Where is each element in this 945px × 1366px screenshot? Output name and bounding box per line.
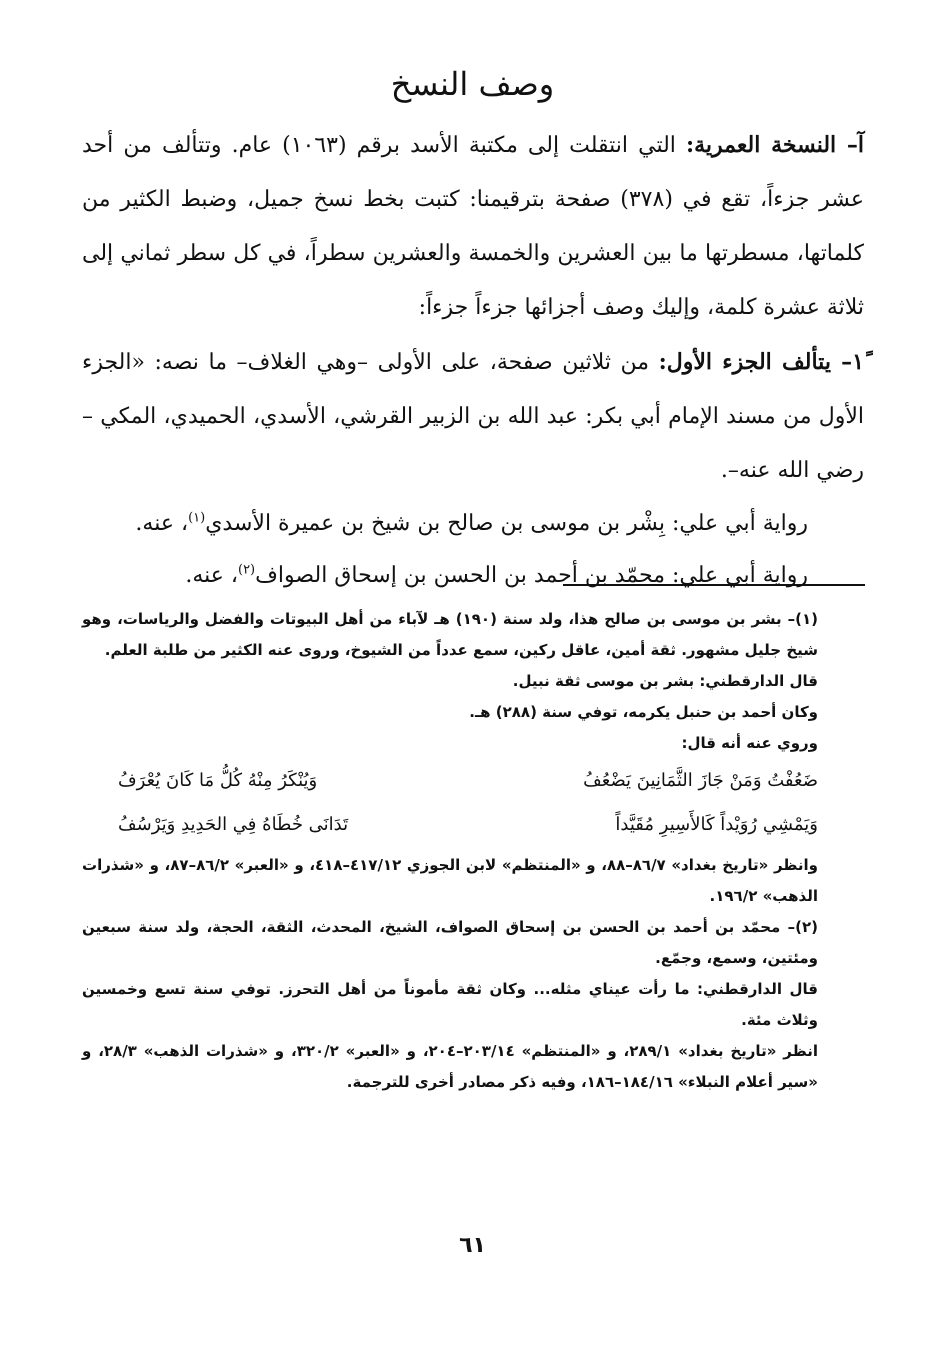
paragraph-manuscript-omariya — [82, 118, 864, 335]
narration-line-1 — [82, 498, 864, 550]
narration-line-2 — [82, 550, 864, 602]
footnote-ref-1[interactable]: (١) — [188, 510, 206, 526]
poem-verse-1 — [118, 759, 818, 803]
footnote-1-quote-3: وروي عنه أنه قال: — [681, 734, 818, 752]
footnote-1-quote-2: وكان أحمد بن حنبل يكرمه، توفي سنة (٢٨٨) هـ. — [469, 703, 818, 721]
footnotes — [82, 604, 864, 1098]
footnote-ref-2[interactable]: (٢) — [237, 562, 256, 578]
footnote-1-references: وانظر «تاريخ بغداد» ٨٦/٧–٨٨، و «المنتظم» لابن الجوزي ٤١٧/١٢–٤١٨، و «العبر» ٨٦/٢–٨٧، و «شذرات الذهب» ١٩٦/٢. — [82, 856, 818, 905]
manuscript-description: التي انتقلت إلى مكتبة الأسد برقم (١٠٦٣) عام. وتتألف من أحد عشر جزءاً، تقع في (٣٧٨) صفحة بترقيمنا: كتبت بخط نسخ جميل، وضبط الكثير من كلماتها، مسطرتها ما بين العشرين والخمسة والعشرين سطراً، في كل سطر ثماني إلى ثلاثة عشرة كلمة، وإليك وصف أجزائها جزءاً جزءاً: — [82, 133, 864, 320]
manuscript-label: آ– النسخة العمرية: — [686, 132, 865, 158]
page-title: وصف النسخ — [390, 65, 555, 103]
verse-1-second-hemistich: وَيُنْكَرُ مِنْهُ كُلُّ مَا كَانَ يُعْرَفُ — [118, 770, 318, 791]
footnote-2: (٢)– محمّد بن أحمد بن الحسن بن إسحاق الصواف، الشيخ، المحدث، الثقة، الحجة، ولد سنة سبعين ومئتين، وسمع، وجمّع. — [82, 918, 818, 967]
narration-1-end: ، عنه. — [135, 511, 189, 536]
paragraph-first-part — [82, 335, 864, 498]
first-part-description: من ثلاثين صفحة، على الأولى –وهي الغلاف– ما نصه: «الجزء الأول من مسند الإمام أبي بكر: عبد الله بن الزبير القرشي، الأسدي، الحميدي، المكي –رضي الله عنه–. — [82, 350, 864, 483]
footnote-1-quote-1: قال الدارقطني: بشر بن موسى ثقة نبيل. — [512, 672, 818, 690]
poem-verse-2 — [118, 803, 818, 847]
page-number: ٦١ — [459, 1233, 486, 1258]
narration-2-end: ، عنه. — [185, 563, 238, 588]
footnote-2-references: انظر «تاريخ بغداد» ٢٨٩/١، و «المنتظم» ٢٠٣/١٤–٢٠٤، و «العبر» ٣٢٠/٢، و «شذرات الذهب» ٢٨/٣، و «سير أعلام النبلاء» ١٨٤/١٦–١٨٦، وفيه ذكر مصادر أخرى للترجمة. — [82, 1042, 818, 1091]
narration-2-text: رواية أبي علي: محمّد بن أحمد بن الحسن بن إسحاق الصواف — [255, 563, 808, 588]
footnote-2-quote: قال الدارقطني: ما رأت عيناي مثله... وكان ثقة مأموناً من أهل التحرز. توفي سنة تسع وخمسين وثلاث مئة. — [82, 980, 818, 1029]
footnote-separator — [563, 584, 865, 586]
verse-1-first-hemistich: ضَعُفْتُ وَمَنْ جَازَ الثَّمَانِينَ يَضْعُفُ — [583, 770, 818, 791]
footnote-1: (١)– بشر بن موسى بن صالح هذا، ولد سنة (١٩٠) هـ لآباء من أهل البيوتات والفضل والرياسات، وهو شيخ جليل مشهور. ثقة أمين، عاقل ركين، سمع عدداً من الشيوخ، وروى عنه الكثير من طلبة العلم. — [82, 610, 818, 659]
verse-2-first-hemistich: وَيَمْشِي رُوَيْداً كَالأَسِيرِ مُقَيَّداً — [615, 814, 818, 835]
narration-1-text: رواية أبي علي: بِشْر بن موسى بن صالح بن شيخ بن عميرة الأسدي — [205, 511, 808, 536]
verse-2-second-hemistich: تَدَانَى خُطَاهُ فِي الحَدِيدِ وَيَرْسُفُ — [118, 814, 349, 835]
first-part-label: ١ً– يتألف الجزء الأول: — [658, 349, 864, 375]
main-text — [82, 118, 864, 602]
